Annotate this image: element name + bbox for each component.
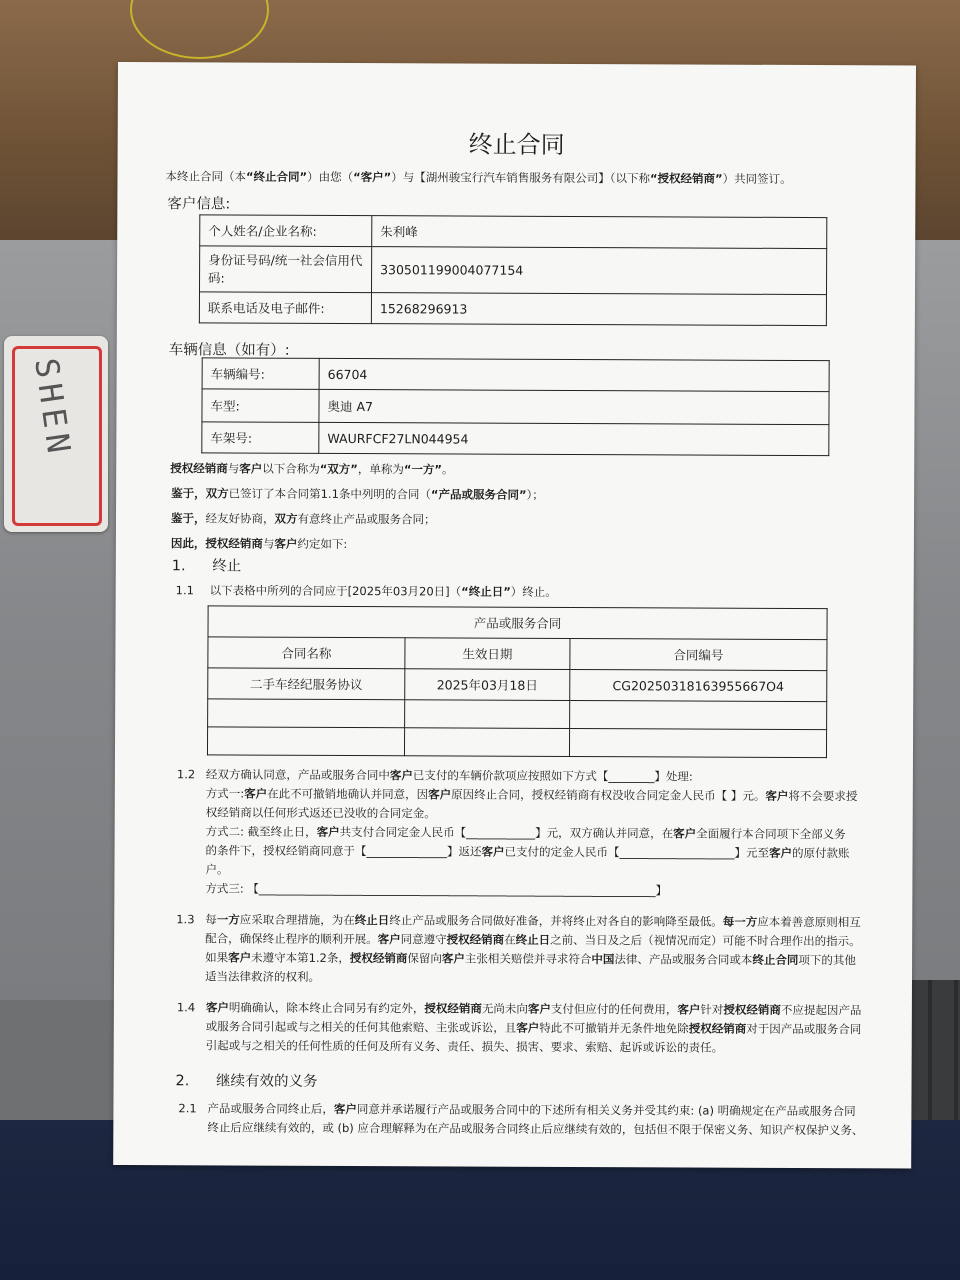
bold-term: 鉴于，	[170, 511, 206, 526]
bold-term: 客户	[274, 536, 298, 551]
text: 不应提起因产品	[780, 1002, 862, 1018]
table-row	[199, 292, 826, 326]
text: 以下合称为	[262, 461, 320, 476]
intro-text: ）与【湖州骏宝行汽车销售服务有限公司】（以下称	[391, 170, 651, 186]
text: 特此不可撤销并无条件地免除	[539, 1020, 689, 1036]
field-label: 车型:	[202, 389, 319, 423]
contract-page	[113, 62, 916, 1168]
text: 保留向	[407, 951, 442, 966]
bold-term: 客户	[765, 788, 789, 803]
table-cell	[570, 700, 827, 729]
bold-term: “产品或服务合同”	[430, 487, 527, 502]
vehicle-info-heading: 车辆信息（如有）:	[168, 342, 290, 359]
section-2-heading	[176, 1071, 318, 1092]
text: 约定如下:	[297, 536, 348, 552]
text: 支付但应付的任何费用，	[550, 1001, 678, 1017]
bold-term: 授权经销商	[424, 1001, 482, 1016]
text: 应采取合理措施，为在	[239, 912, 355, 928]
table-row	[202, 422, 829, 456]
bold-term: “终止日”	[461, 584, 511, 599]
field-label: 车架号:	[202, 422, 319, 454]
bold-term: 终止日	[354, 913, 390, 928]
clause-2-1-line: 终止后应继续有效的，或 (b) 应合理解释为在产品或服务合同终止后应继续有效的，包括但不限于保密义务、知识产权保护义务、	[207, 1120, 864, 1138]
text: 全面履行本合同项下全部义务	[696, 826, 846, 842]
bold-term: 客户	[205, 1000, 229, 1015]
bold-term: 客户	[239, 461, 263, 476]
customer-info-heading: 客户信息:	[167, 196, 231, 213]
bold-term: 每一方	[722, 914, 758, 929]
clause-number: 2.1	[178, 1101, 197, 1116]
bold-term: 客户	[228, 950, 252, 965]
clause-number: 1.2	[176, 767, 196, 782]
field-value: 330501199004077154	[371, 247, 826, 295]
text: 。	[441, 462, 454, 477]
bold-term: 客户	[481, 844, 505, 859]
column-header: 生效日期	[405, 638, 570, 670]
table-header-row	[208, 637, 827, 671]
text: ）终止。	[510, 584, 557, 599]
clause-1-1	[176, 580, 557, 602]
table-row	[208, 699, 827, 730]
bold-term: 客户	[316, 824, 340, 839]
text: ，单称为	[357, 462, 404, 477]
bold-term: 终止合同	[752, 952, 799, 967]
table-caption-row	[208, 606, 827, 640]
text: 与	[262, 536, 275, 551]
field-value: WAURFCF27LN044954	[319, 422, 829, 455]
bold-term: 授权经销商	[723, 1002, 781, 1017]
table-row	[207, 727, 826, 758]
section-1-heading	[172, 556, 242, 576]
text: 无尚未向	[481, 1001, 528, 1016]
recital-whereas-2	[171, 508, 436, 529]
table-caption: 产品或服务合同	[208, 606, 827, 640]
table-cell: 二手车经纪服务协议	[208, 668, 405, 700]
field-value: 66704	[319, 358, 829, 391]
text: 经双方确认同意，产品或服务合同中	[205, 767, 390, 783]
table-cell: CG20250318163955667O4	[570, 669, 827, 701]
table-row	[200, 215, 827, 249]
table-cell: 2025年03月18日	[405, 669, 570, 701]
text: 已签订了本合同第1.1条中列明的合同（	[228, 486, 431, 502]
column-header: 合同编号	[570, 638, 827, 670]
text: 有意终止产品或服务合同；	[297, 511, 436, 527]
bold-term: 授权经销商	[446, 932, 505, 947]
table-cell	[207, 727, 404, 756]
field-value: 朱利峰	[372, 216, 827, 249]
bold-term: 授权经销商	[170, 461, 228, 476]
text: 在此不可撤销地确认并同意，因	[267, 786, 429, 802]
intro-text: 本终止合同（本	[165, 169, 247, 184]
bold-term: “一方”	[403, 462, 443, 477]
vehicle-info-table	[201, 357, 829, 456]
table-cell	[208, 699, 405, 728]
intro-paragraph	[165, 166, 791, 189]
intro-text: ）由您（	[307, 169, 354, 185]
text: 经友好协商，	[205, 511, 275, 526]
text: 的原付款账	[792, 845, 850, 861]
field-value: 奥迪 A7	[319, 389, 829, 424]
text: 主张相关赔偿并寻求符合	[464, 951, 592, 967]
text: 应本着善意原则相互	[757, 914, 861, 930]
text: 产品或服务合同终止后，	[207, 1101, 334, 1116]
text: 或服务合同引起或与之相关的任何其他索赔、主张或诉讼，且	[205, 1019, 517, 1035]
bold-term: 客户	[333, 1101, 357, 1117]
table-row	[208, 668, 827, 702]
table-cell	[404, 728, 569, 757]
bold-term: 客户	[516, 1020, 540, 1035]
table-cell	[405, 700, 570, 729]
document-title: 终止合同	[468, 130, 565, 159]
field-label: 身份证号码/统一社会信用代码:	[199, 246, 371, 293]
text: 已支付的车辆价款项应按照如下方式【________】处理:	[412, 768, 693, 784]
clause-1-2-line: 权经销商以任何形式返还已没收的合同定金。	[205, 805, 436, 821]
bold-term: 客户	[677, 1002, 701, 1017]
bold-term: 客户	[527, 1001, 551, 1016]
sticker-handwriting: SHEN	[27, 355, 79, 462]
bold-term: 一方	[216, 912, 240, 927]
intro-bold: “授权经销商”	[649, 171, 723, 186]
field-value: 15268296913	[371, 293, 826, 326]
text: 针对	[700, 1002, 724, 1017]
text: 项下的其他	[798, 952, 856, 968]
table-row	[202, 358, 829, 392]
recital-therefore	[171, 533, 347, 554]
text: 同意遵守	[400, 932, 447, 947]
bold-term: 客户	[673, 826, 697, 841]
bold-term: 终止日	[515, 932, 551, 947]
text: 的条件下，授权经销商同意于【______________】返还	[205, 843, 482, 859]
text: 终止产品或服务合同做好准备，并将终止对各自的影响降至最低。	[389, 913, 723, 929]
clause-1-4-line: 引起或与之相关的任何性质的任何及所有义务、责任、损失、损害、要求、索赔、起诉或诉讼的责任。	[205, 1038, 724, 1055]
text: 对于因产品或服务合同	[746, 1021, 862, 1037]
bold-term: 客户	[428, 787, 452, 802]
field-label: 车辆编号:	[202, 358, 319, 390]
bold-term: 客户	[244, 786, 268, 801]
text: 同意并承诺履行产品或服务合同中的下述所有相关义务并受其约束: (a) 明确规定在产品或服务合同	[356, 1102, 856, 1119]
clause-1-2-line: 方式三: 【_____________________________________________________________________】	[205, 881, 668, 898]
clause-1-2-line: 户。	[205, 862, 229, 877]
field-label: 个人姓名/企业名称:	[200, 215, 372, 247]
intro-bold: “客户”	[353, 170, 392, 185]
text: 明确确认，除本终止合同另有约定外，	[228, 1000, 425, 1016]
bold-term: 因此，授权经销商	[170, 536, 263, 551]
recital-parties	[170, 458, 453, 479]
intro-bold: “终止合同”	[245, 169, 308, 184]
text: 法律、产品或服务合同或本	[614, 952, 753, 967]
bold-term: 鉴于，双方	[171, 486, 229, 501]
text: ）；	[526, 487, 544, 502]
text: 如果	[205, 950, 229, 965]
clause-number: 1.4	[176, 1000, 196, 1015]
text: 配合，确保终止程序的顺利开展。	[205, 931, 378, 947]
text: 与	[227, 461, 240, 476]
text: 之前、当日及之后（视情况而定）可能不时合理作出的指示。	[550, 932, 861, 949]
text: 将不会要求授	[788, 788, 858, 804]
text: 以下表格中所列的合同应于[2025年03月20日]（	[209, 583, 462, 599]
text: 已支付的定金人民币【____________________】元至	[504, 844, 770, 860]
text: 方式二: 截至终止日，	[205, 824, 317, 839]
bold-term: 双方	[274, 511, 298, 526]
bold-term: “双方”	[319, 461, 358, 477]
contract-list-table	[207, 605, 828, 758]
section-number: 1.	[171, 558, 186, 575]
bold-term: 客户	[769, 845, 793, 860]
bold-term: 客户	[389, 768, 413, 783]
intro-text: ）共同签订。	[722, 171, 792, 186]
recital-whereas-1	[171, 483, 544, 505]
section-number: 2.	[175, 1073, 190, 1090]
clause-number: 1.3	[176, 912, 195, 927]
bold-term: 中国	[591, 952, 615, 967]
section-title: 继续有效的义务	[215, 1073, 318, 1090]
text: 未遵守本第1.2条，	[251, 950, 350, 966]
table-cell	[569, 728, 826, 757]
text: 共支付合同定金人民币【____________】元，双方确认并同意，在	[339, 824, 674, 841]
clause-number: 1.1	[175, 583, 195, 598]
column-header: 合同名称	[208, 637, 405, 669]
text: 原因终止合同，授权经销商有权没收合同定金人民币【 】元。	[451, 787, 766, 803]
name-sticker	[4, 336, 108, 532]
clause-1-2-line	[206, 840, 850, 863]
bold-term: 客户	[377, 932, 401, 947]
bold-term: 授权经销商	[688, 1021, 747, 1036]
customer-info-table	[199, 214, 827, 326]
text: 每	[205, 912, 217, 927]
section-title: 终止	[212, 558, 242, 575]
text: 方式一:	[205, 786, 245, 801]
table-row	[199, 246, 826, 295]
text: 在	[504, 932, 516, 947]
field-label: 联系电话及电子邮件:	[199, 292, 371, 324]
bold-term: 授权经销商	[349, 951, 408, 966]
bold-term: 客户	[441, 951, 465, 966]
clause-1-3-line: 适当法律救济的权利。	[204, 969, 321, 984]
table-row	[202, 389, 829, 425]
